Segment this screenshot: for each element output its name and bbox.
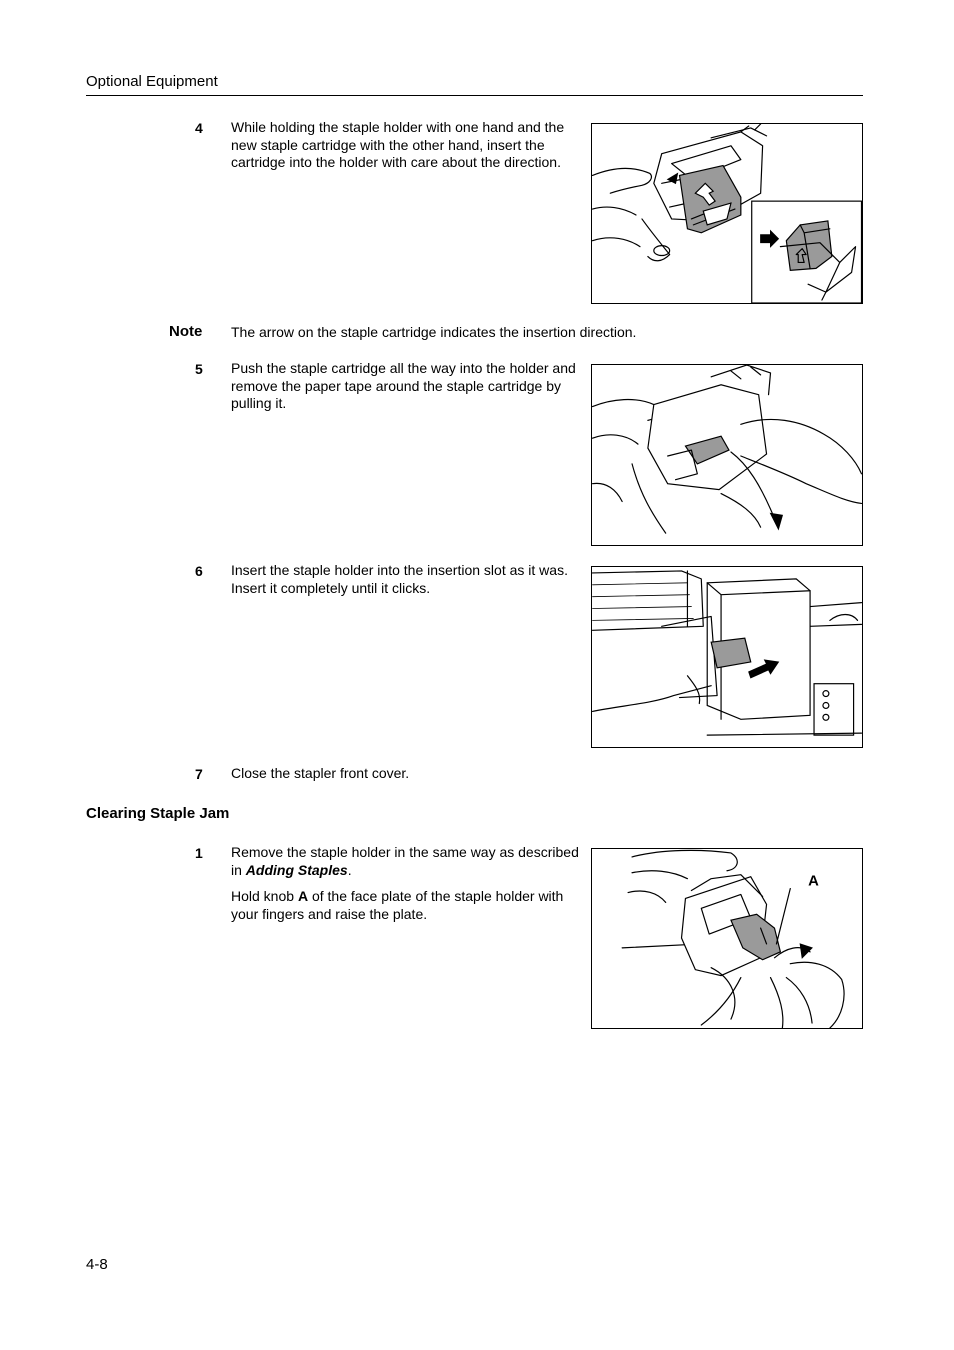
- section-title: Clearing Staple Jam: [86, 805, 230, 822]
- step-text: Close the stapler front cover.: [231, 765, 410, 781]
- figure-remove-tape: [591, 364, 863, 546]
- page-header-title: Optional Equipment: [86, 73, 218, 90]
- note-label: Note: [169, 323, 203, 340]
- knob-label-inline: A: [297, 888, 309, 904]
- figure-insert-cartridge: [591, 123, 863, 304]
- step-number: 6: [195, 563, 203, 579]
- step-text: Push the staple cartridge all the way into the holder and remove the paper tape around the staple cartridge by pulling it.: [231, 360, 576, 411]
- step-number: 1: [195, 845, 203, 861]
- note-text: The arrow on the staple cartridge indicates the insertion direction.: [231, 324, 637, 340]
- paragraph-start: Hold knob: [231, 888, 298, 904]
- illustration-raise-face-plate: [592, 849, 862, 1028]
- page-number: 4-8: [86, 1256, 108, 1273]
- step-text-end: .: [347, 861, 352, 878]
- header-divider: [86, 95, 863, 96]
- step-number: 4: [195, 120, 203, 136]
- step-number: 7: [195, 766, 203, 782]
- step-number: 5: [195, 361, 203, 377]
- step-text: Insert the staple holder into the insertion slot as it was. Insert it completely until it clicks.: [231, 562, 568, 596]
- figure-insert-holder: [591, 566, 863, 748]
- illustration-insert-holder: [592, 567, 862, 747]
- knob-label: A: [808, 873, 819, 890]
- cross-reference-link[interactable]: Adding Staples: [245, 861, 348, 878]
- step-text: [231, 844, 581, 879]
- figure-raise-face-plate: [591, 848, 863, 1029]
- illustration-insert-cartridge: [592, 124, 862, 303]
- step-text-start: Remove the staple holder in the same way as described in: [231, 844, 579, 878]
- step-text: While holding the staple holder with one hand and the new staple cartridge with the other hand, insert the cartridge into the holder with care about the direction.: [231, 119, 565, 170]
- illustration-remove-tape: [592, 365, 862, 545]
- step-text-paragraph: [231, 888, 581, 923]
- paragraph-end: of the face plate of the staple holder with your fingers and raise the plate.: [231, 888, 564, 922]
